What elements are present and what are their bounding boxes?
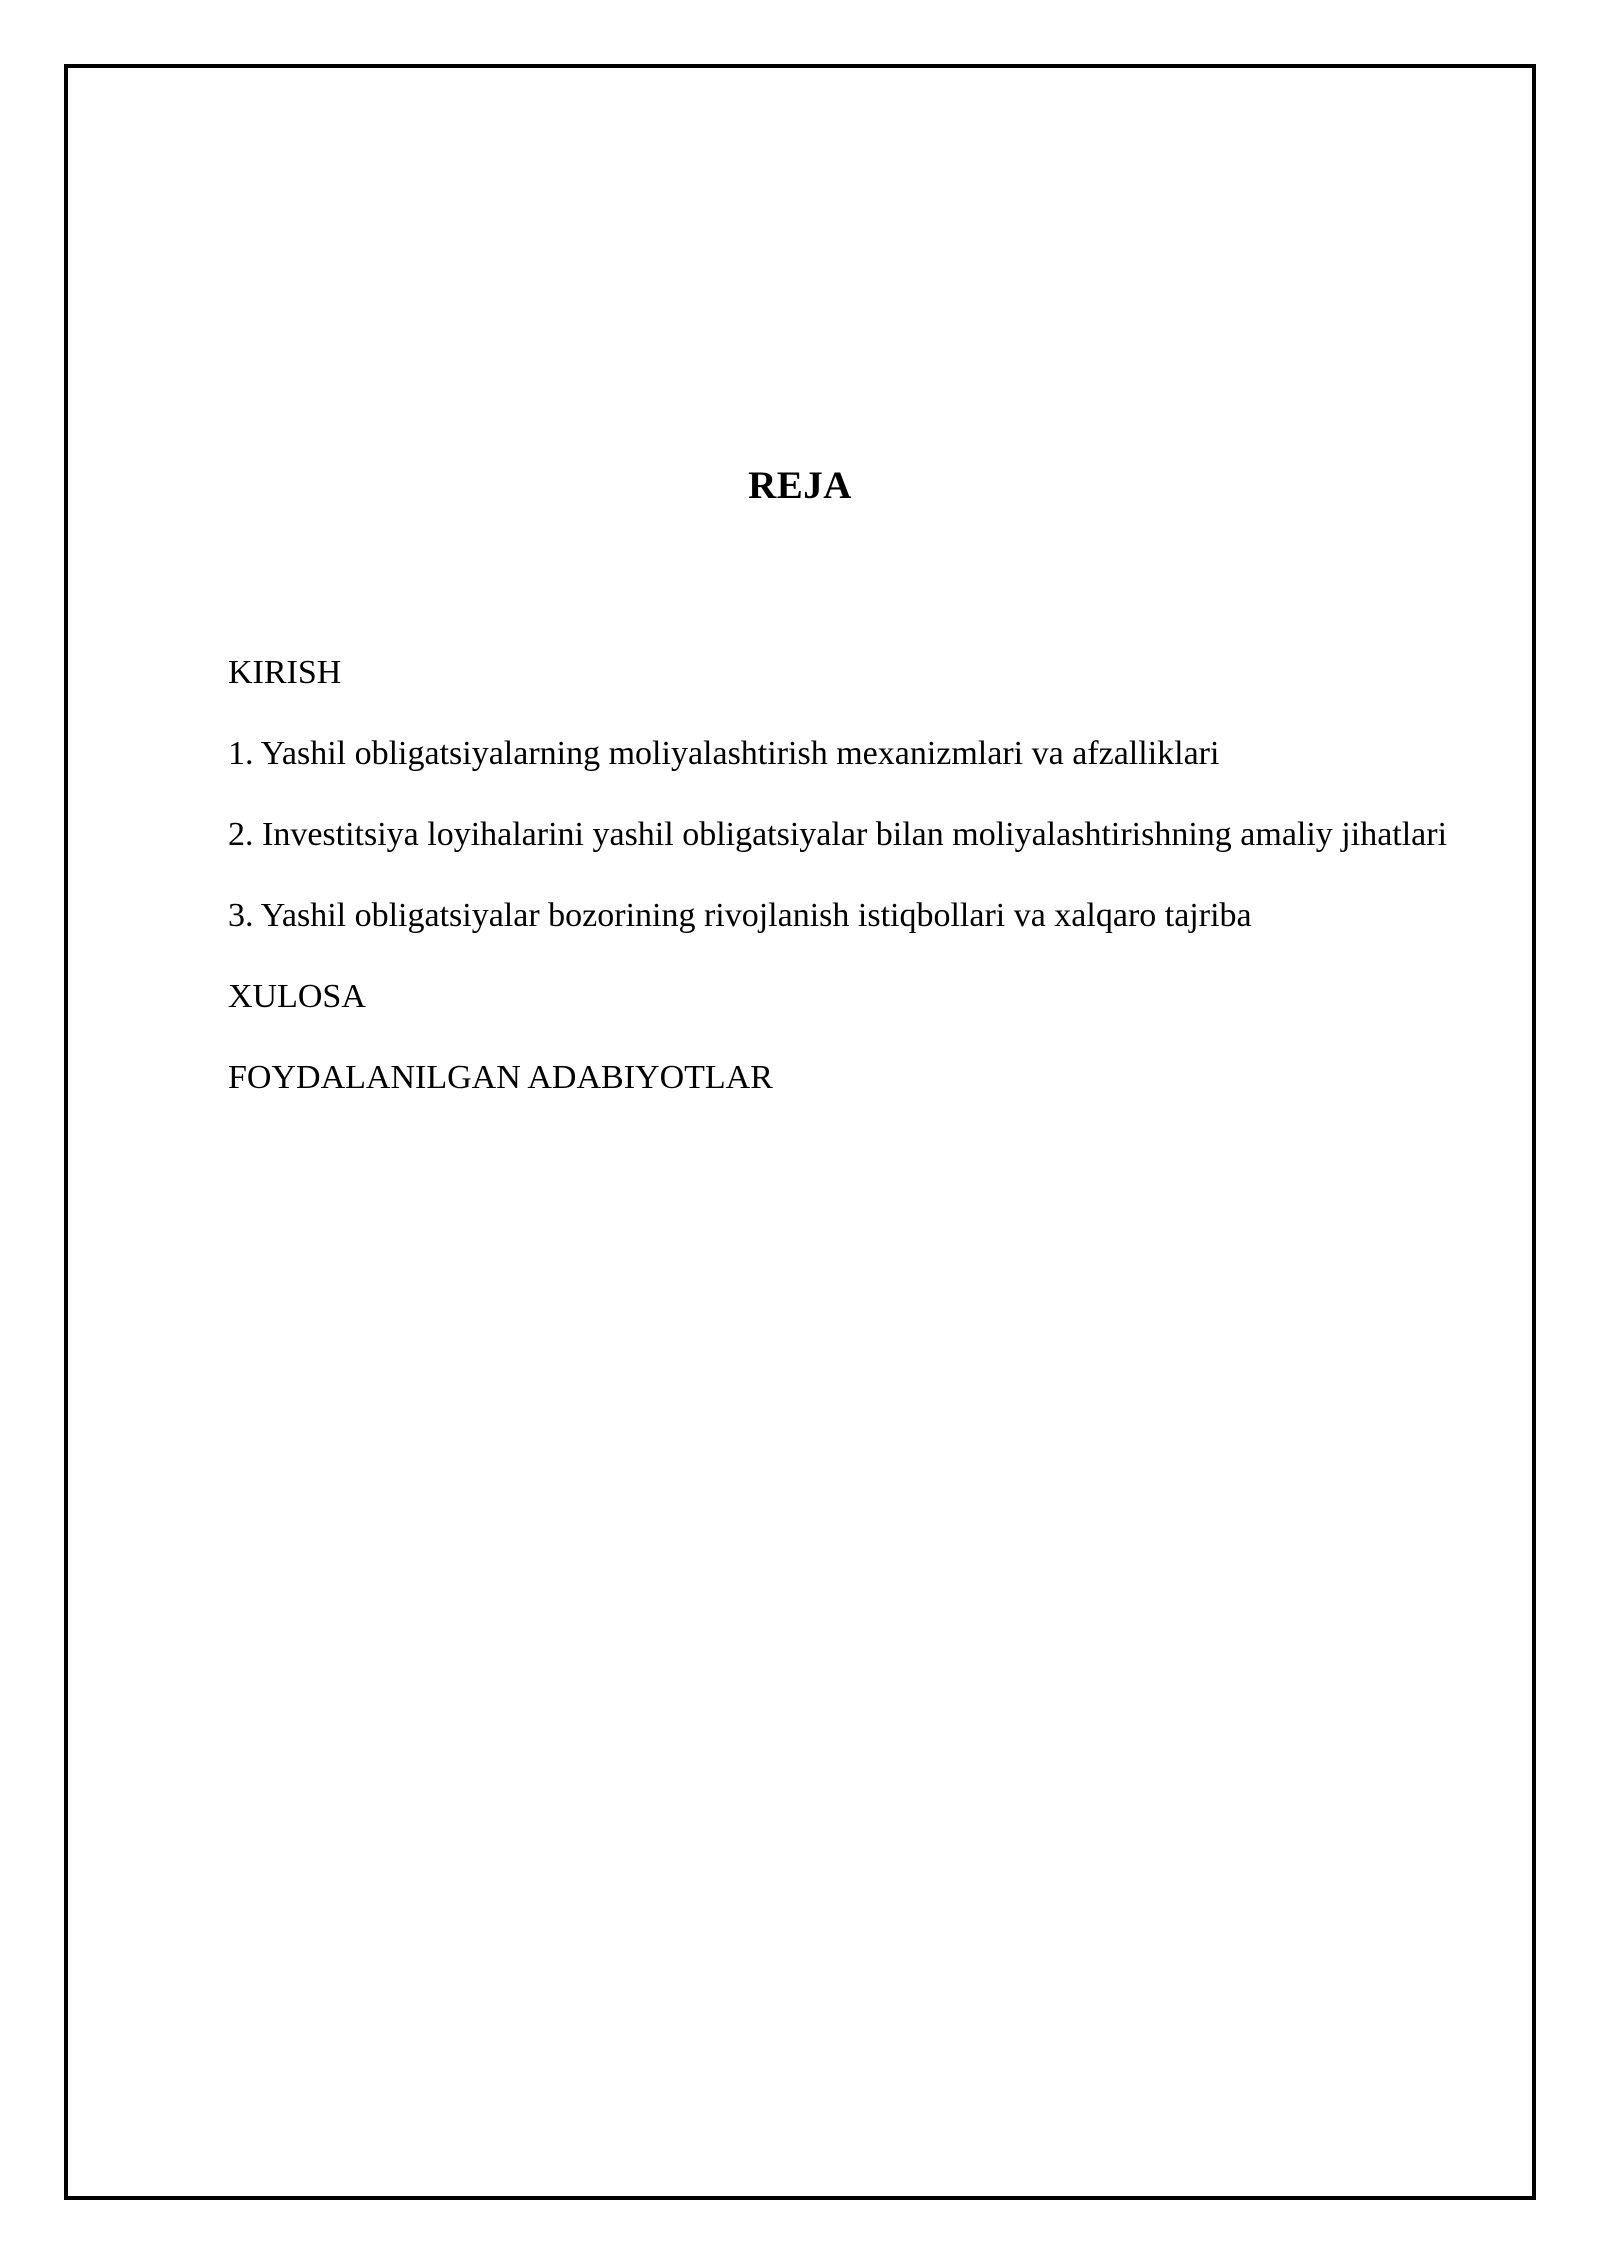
toc-item-introduction: KIRISH <box>228 654 342 691</box>
document-title: REJA <box>748 464 852 507</box>
toc-item-section-2: 2. Investitsiya loyihalarini yashil obligatsiyalar bilan moliyalashtirishning amaliy jihatlari <box>228 816 1448 853</box>
toc-item-conclusion: XULOSA <box>228 978 366 1015</box>
page-border <box>64 64 1536 2200</box>
toc-item-section-1: 1. Yashil obligatsiyalarning moliyalashtirish mexanizmlari va afzalliklari <box>228 735 1220 772</box>
toc-item-references: FOYDALANILGAN ADABIYOTLAR <box>228 1059 773 1096</box>
table-of-contents <box>228 640 1478 1126</box>
toc-item-section-3: 3. Yashil obligatsiyalar bozorining rivojlanish istiqbollari va xalqaro tajriba <box>228 897 1252 934</box>
